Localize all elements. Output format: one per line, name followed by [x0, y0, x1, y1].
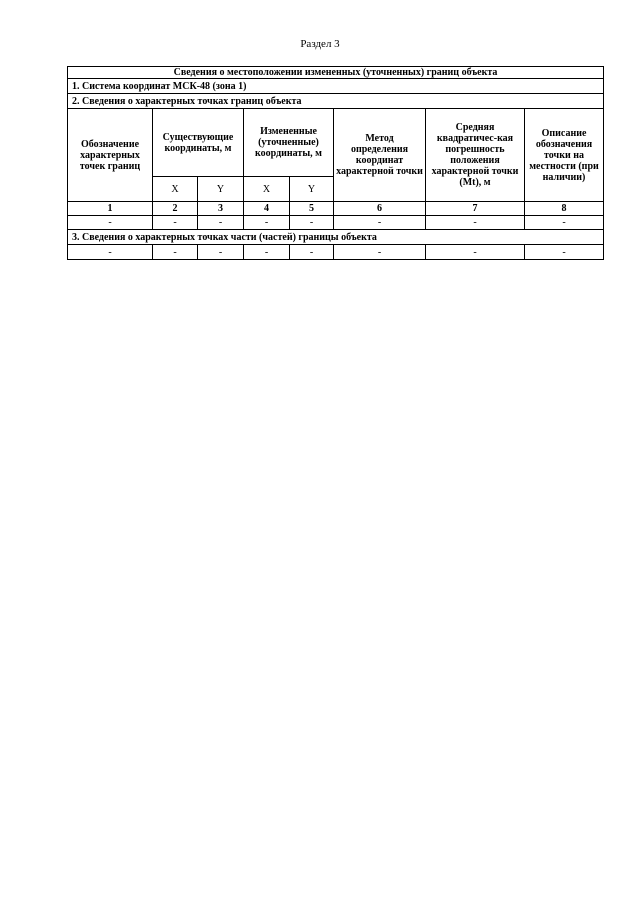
table-cell: -: [525, 245, 604, 260]
table-cell: -: [153, 245, 198, 260]
header-changed-y: Y: [290, 177, 334, 202]
table-cell: -: [290, 245, 334, 260]
table-cell: -: [198, 216, 244, 230]
header-existing-x: X: [153, 177, 198, 202]
column-number: 5: [290, 202, 334, 216]
column-number-row: [68, 202, 604, 216]
header-accuracy: Средняя квадратичес-кая погрешность положения характерной точки (Mt), м: [426, 109, 525, 202]
column-number: 1: [68, 202, 153, 216]
table-cell: -: [334, 216, 426, 230]
table-cell: -: [198, 245, 244, 260]
table-cell: -: [244, 216, 290, 230]
table-cell: -: [426, 245, 525, 260]
section-3-label: 3. Сведения о характерных точках части (частей) границы объекта: [68, 230, 604, 245]
column-number: 8: [525, 202, 604, 216]
table-row: [68, 216, 604, 230]
table-cell: -: [244, 245, 290, 260]
table-cell: -: [426, 216, 525, 230]
header-description: Описание обозначения точки на местности (при наличии): [525, 109, 604, 202]
column-number: 7: [426, 202, 525, 216]
header-changed-x: X: [244, 177, 290, 202]
column-number: 4: [244, 202, 290, 216]
header-existing-coordinates: Существующие координаты, м: [153, 109, 244, 177]
header-changed-coordinates: Измененные (уточненные) координаты, м: [244, 109, 334, 177]
header-existing-y: Y: [198, 177, 244, 202]
page-title: Раздел 3: [300, 38, 340, 50]
table-cell: -: [290, 216, 334, 230]
table-row: [68, 245, 604, 260]
table-cell: -: [68, 216, 153, 230]
table-cell: -: [334, 245, 426, 260]
column-number: 3: [198, 202, 244, 216]
section-2-label: 2. Сведения о характерных точках границ объекта: [68, 94, 604, 109]
table-cell: -: [153, 216, 198, 230]
boundary-table: [67, 66, 604, 260]
table-cell: -: [525, 216, 604, 230]
header-point-designation: Обозначение характерных точек границ: [68, 109, 153, 202]
section-1-label: 1. Система координат МСК-48 (зона 1): [68, 79, 604, 94]
table-cell: -: [68, 245, 153, 260]
header-method: Метод определения координат характерной точки: [334, 109, 426, 202]
table-title: Сведения о местоположении измененных (уточненных) границ объекта: [68, 67, 604, 79]
column-number: 6: [334, 202, 426, 216]
column-number: 2: [153, 202, 198, 216]
